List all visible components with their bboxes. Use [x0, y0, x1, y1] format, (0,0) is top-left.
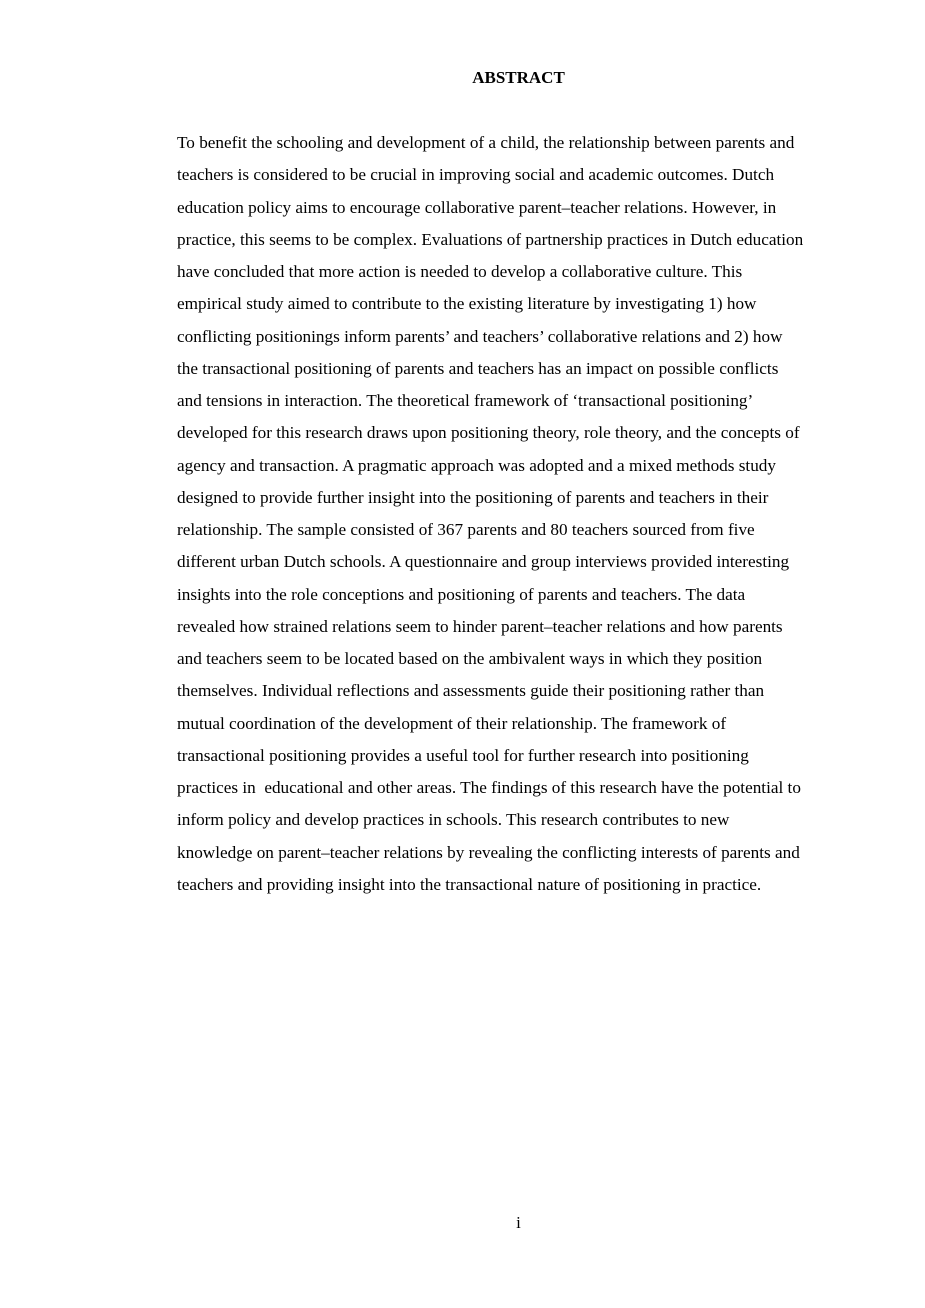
abstract-line: developed for this research draws upon positioning theory, role theory, and the concepts of — [177, 423, 800, 443]
page-number: i — [516, 1213, 521, 1232]
abstract-line: teachers and providing insight into the transactional nature of positioning in practice. — [177, 874, 762, 894]
abstract-line: To benefit the schooling and development of a child, the relationship between parents and — [177, 133, 795, 152]
abstract-line: the transactional positioning of parents and teachers has an impact on possible conflicts — [177, 358, 779, 378]
abstract-line: practices in educational and other areas. The findings of this research have the potential to — [177, 778, 801, 797]
abstract-line: education policy aims to encourage collaborative parent–teacher relations. However, in — [177, 197, 777, 217]
abstract-heading: ABSTRACT — [472, 68, 565, 87]
abstract-line: empirical study aimed to contribute to the existing literature by investigating 1) how — [177, 294, 757, 314]
abstract-line: knowledge on parent–teacher relations by revealing the conflicting interests of parents and — [177, 842, 800, 862]
abstract-line: insights into the role conceptions and positioning of parents and teachers. The data — [177, 584, 746, 604]
abstract-line: conflicting positionings inform parents’ and teachers’ collaborative relations and 2) how — [177, 326, 783, 346]
abstract-line: have concluded that more action is needed to develop a collaborative culture. This — [177, 262, 743, 281]
abstract-line: and teachers seem to be located based on the ambivalent ways in which they position — [177, 649, 763, 668]
abstract-line: mutual coordination of the development of their relationship. The framework of — [177, 713, 727, 733]
abstract-line: agency and transaction. A pragmatic approach was adopted and a mixed methods study — [177, 455, 776, 475]
abstract-line: themselves. Individual reflections and assessments guide their positioning rather than — [177, 681, 765, 701]
abstract-line: different urban Dutch schools. A questionnaire and group interviews provided interesting — [177, 552, 790, 572]
abstract-line: teachers is considered to be crucial in improving social and academic outcomes. Dutch — [177, 165, 775, 185]
abstract-line: and tensions in interaction. The theoretical framework of ‘transactional positioning’ — [177, 391, 754, 410]
abstract-line: practice, this seems to be complex. Evaluations of partnership practices in Dutch education — [177, 229, 804, 249]
abstract-line: relationship. The sample consisted of 367 parents and 80 teachers sourced from five — [177, 520, 755, 539]
abstract-line: revealed how strained relations seem to hinder parent–teacher relations and how parents — [177, 616, 783, 636]
abstract-line: designed to provide further insight into the positioning of parents and teachers in their — [177, 487, 769, 507]
abstract-line: inform policy and develop practices in schools. This research contributes to new — [177, 810, 730, 830]
abstract-line: transactional positioning provides a useful tool for further research into positioning — [177, 745, 749, 765]
abstract-body — [177, 132, 877, 906]
